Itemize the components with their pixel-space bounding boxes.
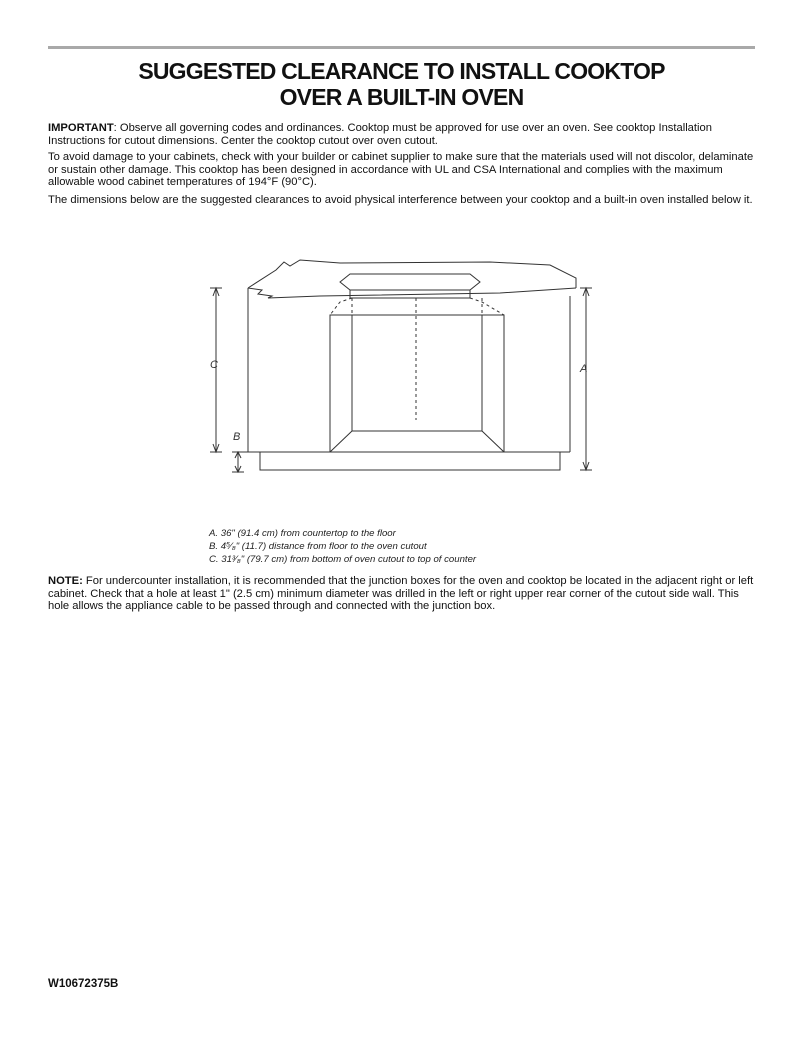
note-paragraph — [48, 575, 755, 613]
part-number: W10672375B — [48, 978, 119, 990]
important-label: IMPORTANT — [48, 122, 114, 134]
cooktop-cutout — [340, 274, 480, 290]
note-text: For undercounter installation, it is recommended that the junction boxes for the oven and cooktop be located in the adjacent right or left cabinet. Check that a hole at least 1" (2.5 cm) minimum diameter was drilled in the left or right upper rear corner of the cutout side wall. This hole allows the appliance cable to be passed through and connected with the junction box. — [48, 575, 754, 613]
title-line-1: SUGGESTED CLEARANCE TO INSTALL COOKTOP — [138, 58, 665, 84]
diagram-legend — [209, 527, 476, 567]
legend-item-a: A. 36" (91.4 cm) from countertop to the floor — [209, 528, 396, 539]
cabinet-paragraph: To avoid damage to your cabinets, check with your builder or cabinet supplier to make sure that the materials used will not discolor, delaminate or sustain other damage. This cooktop has been designed in accordance with UL and CSA International and complies with the maximum allowable wood cabinet temperatures of 194°F (90°C). — [48, 151, 754, 189]
note-label: NOTE: — [48, 575, 83, 587]
label-b: B — [233, 431, 241, 443]
important-text: : Observe all governing codes and ordinances. Cooktop must be approved for use over an oven. See cooktop Installation Instructions for cutout dimensions. Center the cooktop cutout over oven cutout. — [48, 122, 712, 147]
label-a: A — [580, 363, 588, 375]
label-c: C — [210, 359, 218, 371]
page-title — [48, 58, 755, 110]
cabinet-base — [260, 452, 560, 470]
legend-item-b: B. 4⁵⁄₈" (11.7) distance from floor to the oven cutout — [209, 541, 427, 553]
dimensions-paragraph: The dimensions below are the suggested clearances to avoid physical interference between your cooktop and a built-in oven installed below it. — [48, 194, 753, 206]
hidden-cutout-right — [470, 298, 504, 315]
legend-item-c: C. 31³⁄₈" (79.7 cm) from bottom of oven cutout to top of counter — [209, 554, 477, 566]
top-rule — [48, 46, 755, 49]
important-paragraph — [48, 122, 755, 147]
oven-cutout-inner — [352, 315, 482, 431]
hidden-cutout-left — [330, 298, 352, 315]
title-line-2: OVER A BUILT-IN OVEN — [279, 84, 524, 110]
clearance-diagram — [200, 240, 620, 490]
clearance-diagram-svg — [200, 240, 620, 490]
